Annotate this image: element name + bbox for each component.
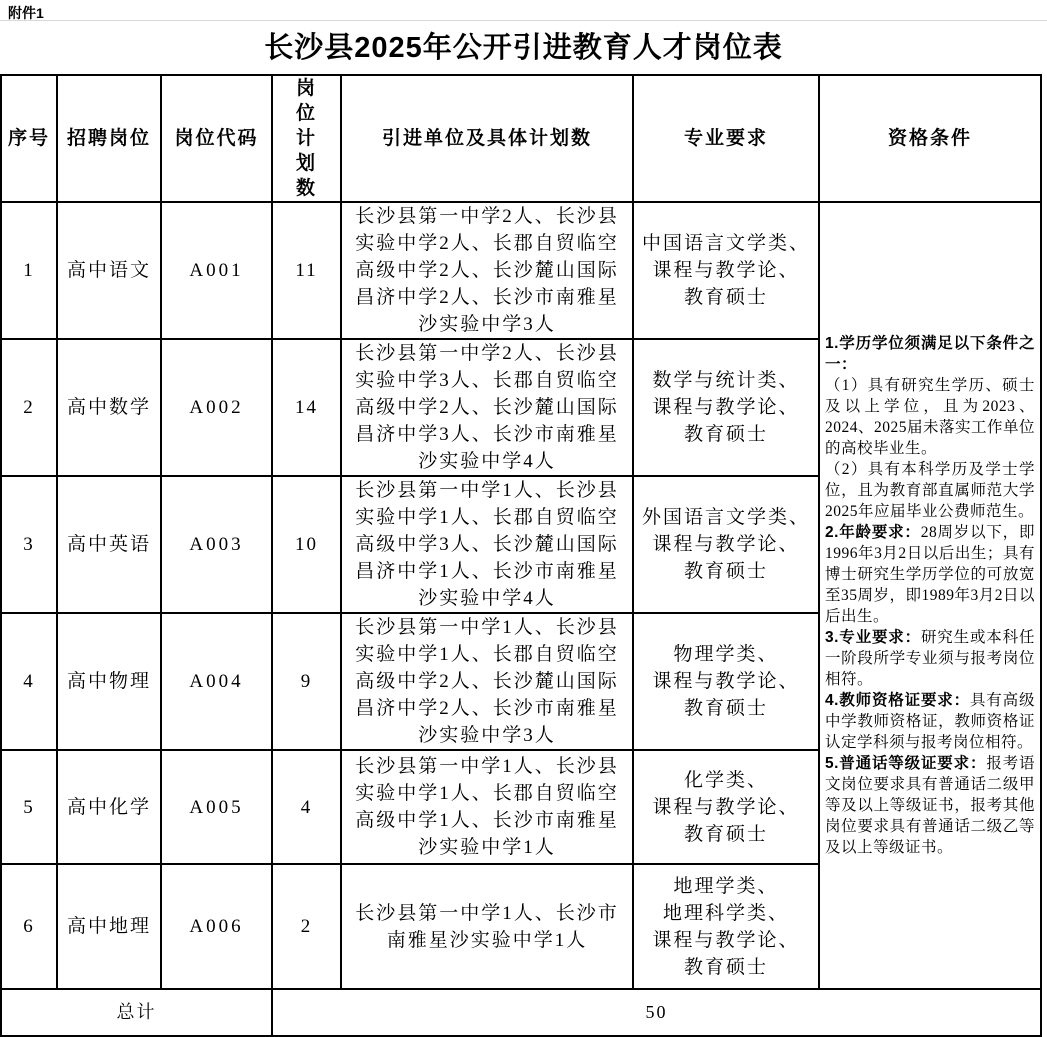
count-cell: 9 [272,613,341,750]
total-value-cell: 50 [272,989,1041,1036]
units-cell: 长沙县第一中学1人、长沙县实验中学1人、长郡自贸临空高级中学3人、长沙麓山国际昌济中学1人、长沙市南雅星沙实验中学4人 [341,476,633,613]
count-cell: 2 [272,864,341,989]
major-line: 课程与教学论、 [652,260,800,281]
col-header-major: 专业要求 [633,75,819,202]
total-row [1,989,1041,1036]
count-cell: 11 [272,202,341,339]
qualification-item: 3.专业要求：研究生或本科任一阶段所学专业须与报考岗位相符。 [825,629,1035,688]
qualification-item: 4.教师资格证要求：具有高级中学教师资格证，教师资格证认定学科须与报考岗位相符。 [825,692,1035,751]
col-header-code: 岗位代码 [161,75,272,202]
major-line: 课程与教学论、 [652,796,800,818]
position-cell: 高中语文 [57,202,161,339]
major-line: 中国语言文学类、 [641,233,810,254]
attachment-label: 附件1 [0,0,1047,21]
serial-cell: 4 [1,613,57,750]
major-line: 地理科学类、 [662,902,789,924]
major-line: 课程与教学论、 [652,534,800,555]
code-cell: A002 [161,339,272,476]
major-cell [633,864,819,989]
col-header-position: 招聘岗位 [57,75,161,202]
major-line: 课程与教学论、 [652,671,800,692]
major-line: 教育硕士 [683,287,768,308]
total-label-cell: 总计 [1,989,272,1036]
major-line: 教育硕士 [683,424,768,445]
serial-cell: 6 [1,864,57,989]
major-cell [633,202,819,339]
major-line: 数学与统计类、 [652,370,800,391]
major-line: 地理学类、 [673,875,779,897]
count-cell: 14 [272,339,341,476]
units-cell: 长沙县第一中学1人、长沙市南雅星沙实验中学1人 [341,864,633,989]
page-title: 长沙县2025年公开引进教育人才岗位表 [264,32,783,64]
qualification-item: 5.普通话等级证要求：报考语文岗位要求具有普通话二级甲等及以上等级证书，报考其他岗位要求具有普通话二级乙等及以上等级证书。 [825,755,1035,856]
code-cell: A003 [161,476,272,613]
col-header-units: 引进单位及具体计划数 [341,75,633,202]
positions-table [0,74,1042,1037]
major-line: 教育硕士 [683,561,768,582]
serial-cell: 2 [1,339,57,476]
position-cell: 高中地理 [57,864,161,989]
qualification-item: 1.学历学位须满足以下条件之一： [825,335,1035,373]
position-cell: 高中化学 [57,750,161,864]
position-cell: 高中英语 [57,476,161,613]
code-cell: A004 [161,613,272,750]
col-header-serial: 序号 [1,75,57,202]
table-row [1,202,1041,339]
qualification-item: 2.年龄要求：28周岁以下，即1996年3月2日以后出生；具有博士研究生学历学位的可放宽至35周岁，即1989年3月2日以后出生。 [825,524,1036,625]
major-cell [633,476,819,613]
major-line: 课程与教学论、 [652,929,800,951]
units-cell: 长沙县第一中学1人、长沙县实验中学1人、长郡自贸临空高级中学1人、长沙市南雅星沙实验中学1人 [341,750,633,864]
position-cell: 高中数学 [57,339,161,476]
qualifications-cell [819,202,1041,989]
units-cell: 长沙县第一中学1人、长沙县实验中学1人、长郡自贸临空高级中学2人、长沙麓山国际昌济中学2人、长沙市南雅星沙实验中学3人 [341,613,633,750]
major-cell [633,750,819,864]
col-header-qualifications: 资格条件 [819,75,1041,202]
major-line: 化学类、 [683,769,768,791]
units-cell: 长沙县第一中学2人、长沙县实验中学2人、长郡自贸临空高级中学2人、长沙麓山国际昌济中学2人、长沙市南雅星沙实验中学3人 [341,202,633,339]
serial-cell: 5 [1,750,57,864]
major-line: 教育硕士 [683,823,768,845]
serial-cell: 3 [1,476,57,613]
major-line: 教育硕士 [683,956,768,978]
major-line: 外国语言文学类、 [641,507,810,528]
col-header-plan-count: 岗位计划数 [272,75,341,202]
code-cell: A006 [161,864,272,989]
header-row [1,75,1041,202]
major-cell [633,613,819,750]
count-cell: 10 [272,476,341,613]
serial-cell: 1 [1,202,57,339]
code-cell: A005 [161,750,272,864]
position-cell: 高中物理 [57,613,161,750]
code-cell: A001 [161,202,272,339]
count-cell: 4 [272,750,341,864]
major-line: 课程与教学论、 [652,397,800,418]
major-line: 物理学类、 [673,644,779,665]
major-cell [633,339,819,476]
qualification-item: （2）具有本科学历及学士学位，且为教育部直属师范大学2025年应届毕业公费师范生。 [825,461,1035,520]
major-line: 教育硕士 [683,698,768,719]
qualification-item: （1）具有研究生学历、硕士及以上学位，且为2023、2024、2025届未落实工作单位的高校毕业生。 [825,377,1036,457]
units-cell: 长沙县第一中学2人、长沙县实验中学3人、长郡自贸临空高级中学2人、长沙麓山国际昌济中学3人、长沙市南雅星沙实验中学4人 [341,339,633,476]
